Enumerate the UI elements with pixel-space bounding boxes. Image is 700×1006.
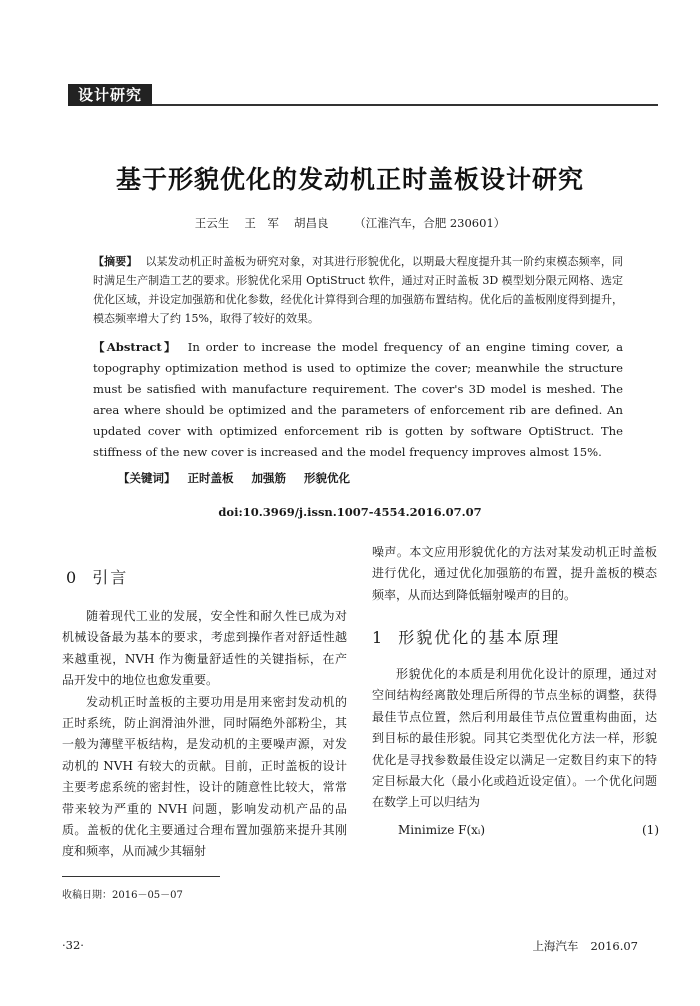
equation-number: (1)	[642, 823, 659, 837]
journal-issue: 2016.07	[590, 939, 638, 953]
author-name: 王云生	[194, 216, 230, 230]
paper-title: 基于形貌优化的发动机正时盖板设计研究	[115, 165, 584, 194]
keywords-label: 【关键词】	[118, 471, 176, 485]
abstract-cn-label: 【摘要】	[93, 255, 138, 268]
keyword: 正时盖板	[187, 471, 234, 485]
abstract-cn	[93, 252, 623, 328]
abstract-cn-text: 以某发动机正时盖板为研究对象，对其进行形貌优化，以期最大程度提升其一阶约束模态频率，同时满足生产制造工艺的要求。形貌优化采用 OptiStruct 软件，通过对正时盖板 3D 模型划分限元网格、选定优化区域，并设定加强筋和优化参数，经优化计算得到合理的加强筋布置结构。优化后的盖板刚度得到提升，模态频率增大了约 15%，取得了较好的效果。	[93, 255, 623, 325]
author-name: 胡昌良	[294, 216, 329, 230]
keyword: 加强筋	[251, 471, 287, 485]
doi: doi:10.3969/j.issn.1007-4554.2016.07.07	[218, 505, 482, 519]
authors	[0, 215, 700, 231]
section-1-heading	[372, 625, 560, 648]
paragraph: 形貌优化的本质是利用优化设计的原理，通过对空间结构经离散处理后所得的节点坐标的调整，获得最佳节点位置，然后利用最佳节点位置重构曲面，达到目标的最佳形貌。同其它类型优化方法一样，形貌优化是寻找参数最佳设定以满足一定数目约束下的特定目标最大化（最小化或趋近设定值）。一个优化问题在数学上可以归结为	[372, 667, 657, 810]
equation-text: Minimize F(xᵢ)	[398, 823, 486, 837]
header-rule	[152, 104, 658, 106]
section-tag: 设计研究	[68, 84, 152, 106]
page-number: ·32·	[62, 938, 84, 952]
right-column-continuation	[372, 542, 657, 606]
section-title: 形貌优化的基本原理	[398, 628, 561, 647]
abstract-en-text: In order to increase the model frequency of an engine timing cover, a topography optimization method is used to optimize the cover; meanwhile the structure must be satisfied with manufacture requirement. The cover's 3D model is meshed. The area where should be optimized and the parameters of enforcement rib are defined. An updated cover with optimized enforcement rib is gotten by software OptiStruct. The stiffness of the new cover is increased and the model frequency improves almost 15%.	[93, 340, 623, 459]
keyword: 形貌优化	[304, 471, 351, 485]
equation-1	[372, 823, 659, 837]
left-column-body	[62, 606, 347, 863]
section-number: 1	[372, 628, 385, 647]
section-number: 0	[66, 568, 79, 587]
paragraph: 发动机正时盖板的主要功用是用来密封发动机的正时系统，防止润滑油外泄，同时隔绝外部粉尘，其一般为薄壁平板结构，是发动机的主要噪声源，对发动机的 NVH 有较大的贡献。目前，正时盖板的设计主要考虑系统的密封性，设计的随意性比较大，常常带来较为严重的 NVH 问题，影响发动机产品的品质。盖板的优化主要通过合理布置加强筋来提升其刚度和频率，从而减少其辐射	[62, 694, 347, 859]
paragraph: 随着现代工业的发展，安全性和耐久性已成为对机械设备最为基本的要求，考虑到操作者对舒适性越来越重视，NVH 作为衡量舒适性的关键指标，在产品开发中的地位也愈发重要。	[62, 609, 347, 688]
keywords	[118, 470, 364, 486]
journal-info	[532, 938, 638, 954]
section-title: 引言	[92, 568, 129, 587]
footnote-rule	[62, 876, 220, 877]
footnote-received-date: 收稿日期：2016－05－07	[62, 890, 183, 901]
abstract-en-label: 【Abstract】	[93, 340, 178, 354]
journal-name: 上海汽车	[532, 939, 579, 953]
paragraph: 噪声。本文应用形貌优化的方法对某发动机正时盖板进行优化，通过优化加强筋的布置，提升盖板的模态频率，从而达到降低辐射噪声的目的。	[372, 545, 657, 602]
right-column-body	[372, 664, 657, 814]
section-0-heading	[66, 565, 128, 588]
abstract-en	[93, 337, 623, 463]
author-name: 王 军	[244, 216, 279, 230]
author-affiliation: （江淮汽车，合肥 230601）	[354, 216, 506, 230]
